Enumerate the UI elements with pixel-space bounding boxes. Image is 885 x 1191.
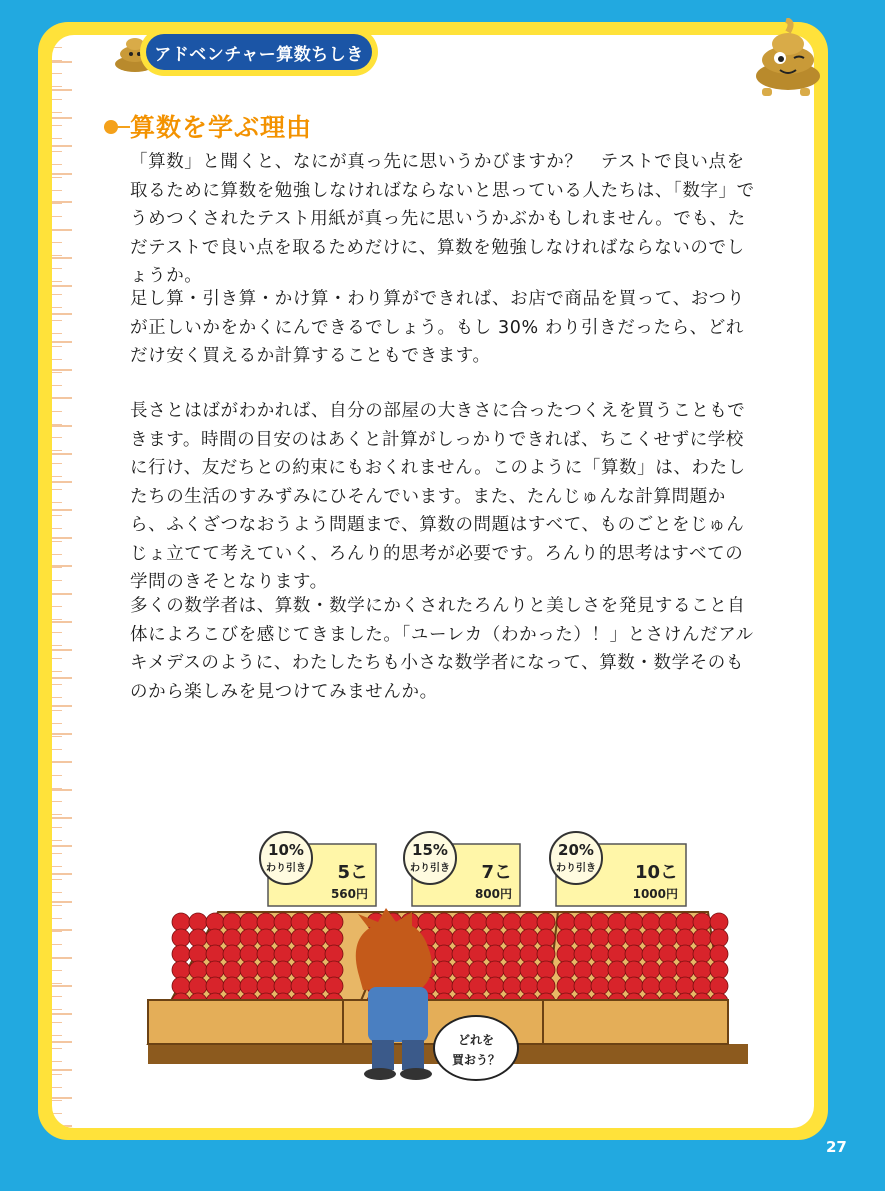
apple [325, 961, 343, 979]
apple [223, 929, 241, 947]
apple [206, 945, 224, 963]
apple [172, 945, 190, 963]
apple [486, 977, 504, 995]
sign-2-discount-label: わり引き [410, 863, 450, 874]
apple [676, 913, 694, 931]
apple [486, 929, 504, 947]
apple [503, 945, 521, 963]
apple [591, 913, 609, 931]
apple [520, 913, 538, 931]
apple [503, 929, 521, 947]
apple [591, 977, 609, 995]
sign-1-discount: 10% [268, 841, 304, 859]
apple [710, 961, 728, 979]
apple [172, 961, 190, 979]
sign-2-discount: 15% [412, 841, 448, 859]
apple [659, 977, 677, 995]
apple [308, 913, 326, 931]
apple [223, 913, 241, 931]
apple [520, 961, 538, 979]
sign-3-discount: 20% [558, 841, 594, 859]
apple [189, 929, 207, 947]
apple [557, 977, 575, 995]
apple [520, 929, 538, 947]
apple [591, 945, 609, 963]
apple [274, 945, 292, 963]
apple [325, 913, 343, 931]
sign-2-price: 800円 [474, 887, 512, 901]
apple [557, 945, 575, 963]
apple [642, 977, 660, 995]
apple [274, 929, 292, 947]
speech-line-1: どれを [457, 1033, 495, 1047]
apple [591, 929, 609, 947]
sign-1-discount-label: わり引き [266, 863, 306, 874]
apple [452, 929, 470, 947]
apple [625, 961, 643, 979]
apple [240, 913, 258, 931]
apple [537, 913, 555, 931]
apple [659, 929, 677, 947]
paragraph-4: 多くの数学者は、算数・数学にかくされたろんりと美しさを発見すること自体によろこびを感じてきました。「ユーレカ（わかった）！」とさけんだアルキメデスのように、わたしたちも小さな数学者になって、算数・数学そのものから楽しみを見つけてみませんか。 [130, 596, 754, 702]
apple [693, 977, 711, 995]
apple [189, 961, 207, 979]
apple [435, 977, 453, 995]
apple [189, 977, 207, 995]
apple [172, 929, 190, 947]
apple [693, 961, 711, 979]
apple [240, 961, 258, 979]
apple [520, 945, 538, 963]
paragraph-2: 足し算・引き算・かけ算・わり算ができれば、お店で商品を買って、おつりが正しいかをかくにんできるでしょう。もし 30% わり引きだったら、どれだけ安く買えるか計算することもできます。 [130, 289, 745, 366]
apple [257, 945, 275, 963]
price-sign-2 [404, 832, 520, 906]
apple [574, 961, 592, 979]
apple [520, 977, 538, 995]
speech-bubble [434, 1016, 518, 1080]
apple [308, 961, 326, 979]
apple [659, 913, 677, 931]
apple [469, 929, 487, 947]
apple [710, 913, 728, 931]
apple [452, 961, 470, 979]
apple [608, 945, 626, 963]
apple [710, 929, 728, 947]
apple [574, 945, 592, 963]
apple [503, 913, 521, 931]
apple [206, 929, 224, 947]
apple [537, 961, 555, 979]
page-number: 27 [826, 1138, 847, 1156]
apple [325, 929, 343, 947]
apple [659, 945, 677, 963]
apple [274, 977, 292, 995]
apple [642, 945, 660, 963]
apple [291, 929, 309, 947]
apple [435, 929, 453, 947]
apple [308, 929, 326, 947]
apple [608, 913, 626, 931]
apple [574, 929, 592, 947]
apple [257, 929, 275, 947]
sign-3-discount-label: わり引き [556, 863, 596, 874]
apple [452, 977, 470, 995]
apple [325, 977, 343, 995]
apple [642, 961, 660, 979]
apple [257, 977, 275, 995]
apple [452, 945, 470, 963]
apple [308, 945, 326, 963]
apple [608, 929, 626, 947]
paragraph-3: 長さとはばがわかれば、自分の部屋の大きさに合ったつくえを買うこともできます。時間の目安のはあくと計算がしっかりできれば、ちこくせずに学校に行け、友だちとの約束にもおくれません。このように「算数」は、わたしたちの生活のすみずみにひそんでいます。また、たんじゅんな計算問題から、ふくざつなおうよう問題まで、算数の問題はすべて、ものごとをじゅんじょ立てて考えていく、ろんり的思考が必要です。ろんり的思考はすべての学問のきそとなります。 [130, 401, 746, 592]
header-title: アドベンチャー算数ちしき [146, 34, 372, 70]
title-marker-dot [104, 120, 118, 134]
apple [642, 913, 660, 931]
apple [291, 977, 309, 995]
apple [625, 977, 643, 995]
apple [206, 913, 224, 931]
apple [435, 961, 453, 979]
apple [486, 913, 504, 931]
apple [291, 913, 309, 931]
apple [659, 961, 677, 979]
apple [291, 961, 309, 979]
apple [503, 961, 521, 979]
sign-3-price: 1000円 [632, 887, 678, 901]
poop-character-icon [742, 18, 834, 100]
header-tab [140, 28, 378, 76]
apple [503, 977, 521, 995]
apple [469, 913, 487, 931]
section-title: 算数を学ぶ理由 [130, 113, 313, 142]
apple [693, 945, 711, 963]
apple [642, 929, 660, 947]
apple [189, 945, 207, 963]
apple [257, 961, 275, 979]
sign-1-count: 5こ [337, 862, 368, 883]
apple [486, 945, 504, 963]
apple [240, 945, 258, 963]
apple [710, 945, 728, 963]
apple [625, 929, 643, 947]
apple [625, 913, 643, 931]
sign-1-price: 560円 [330, 887, 368, 901]
apple [486, 961, 504, 979]
speech-line-2: 買おう？ [451, 1053, 501, 1067]
apple [591, 961, 609, 979]
sign-2-count: 7こ [481, 862, 512, 883]
price-sign-3 [550, 832, 686, 906]
ruler-decoration [52, 35, 72, 1128]
apple [435, 945, 453, 963]
apple [608, 977, 626, 995]
apple [469, 961, 487, 979]
apple [257, 913, 275, 931]
apple [557, 961, 575, 979]
crate-right-front [543, 1000, 728, 1044]
apple [435, 913, 453, 931]
apple [676, 961, 694, 979]
apple [223, 977, 241, 995]
apple [557, 929, 575, 947]
apple [172, 913, 190, 931]
apple [223, 945, 241, 963]
apple [574, 913, 592, 931]
apple [537, 977, 555, 995]
apple [308, 977, 326, 995]
price-sign-1 [260, 832, 376, 906]
paragraph-1: 「算数」と聞くと、なにが真っ先に思いうかびますか？ テストで良い点を取るために算数を勉強しなければならないと思っている人たちは、「数字」でうめつくされたテスト用紙が真っ先に思いうかぶかもしれません。でも、ただテストで良い点を取るためだけに、算数を勉強しなければならないのでしょうか。 [130, 152, 755, 286]
apple [418, 913, 436, 931]
apple [274, 913, 292, 931]
apple [206, 977, 224, 995]
apple [693, 913, 711, 931]
apple [240, 977, 258, 995]
apple [710, 977, 728, 995]
crate-left-front [148, 1000, 343, 1044]
sign-3-count: 10こ [634, 862, 678, 883]
apple [537, 945, 555, 963]
apple [189, 913, 207, 931]
apple [172, 977, 190, 995]
apple [469, 977, 487, 995]
apple [693, 929, 711, 947]
apple [291, 945, 309, 963]
apple [574, 977, 592, 995]
apple [676, 945, 694, 963]
apple [625, 945, 643, 963]
apple [206, 961, 224, 979]
apple [452, 913, 470, 931]
apple [274, 961, 292, 979]
apple [676, 929, 694, 947]
apple [223, 961, 241, 979]
apple [608, 961, 626, 979]
apple [676, 977, 694, 995]
apple [537, 929, 555, 947]
apple-shop-illustration [128, 822, 768, 1122]
apple [325, 945, 343, 963]
apple [557, 913, 575, 931]
apple [240, 929, 258, 947]
apple [469, 945, 487, 963]
